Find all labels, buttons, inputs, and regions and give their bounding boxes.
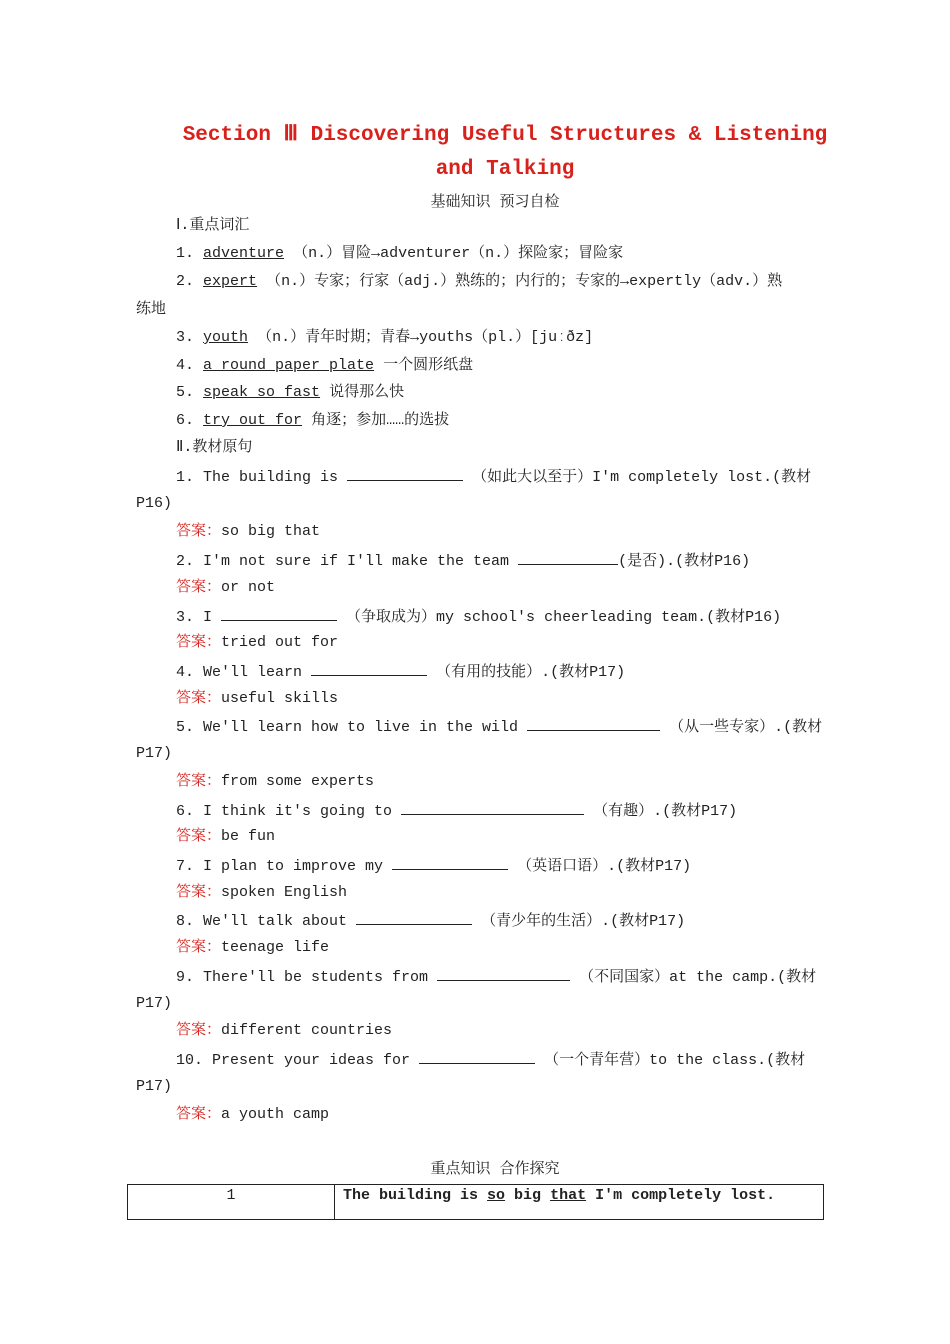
- answer-blank: [347, 466, 463, 481]
- sentence-item: 8. We'll talk about （青少年的生活）.(教材P17): [176, 910, 685, 932]
- answer-line: 答案：useful skills: [176, 690, 339, 707]
- vocab-item: 4. a round paper plate 一个圆形纸盘: [176, 357, 474, 374]
- subtitle-basic-knowledge: 基础知识 预习自检: [430, 194, 560, 211]
- sentence-item: 2. I'm not sure if I'll make the team (是否).(教材P16): [176, 550, 750, 572]
- sentence-wrap: P16): [136, 495, 173, 512]
- subtitle-key-knowledge: 重点知识 合作探究: [430, 1161, 560, 1178]
- table-cell-sentence: The building is so big that I'm completely lost.: [335, 1185, 824, 1220]
- answer-blank: [518, 550, 618, 565]
- answer-blank: [419, 1049, 535, 1064]
- vocab-item: 6. try out for 角逐；参加……的选拔: [176, 412, 450, 429]
- answer-line: 答案：different countries: [176, 1022, 393, 1039]
- sentence-item: 3. I （争取成为）my school's cheerleading team.(教材P16): [176, 606, 781, 628]
- answer-line: 答案：a youth camp: [176, 1106, 330, 1123]
- answer-line: 答案：or not: [176, 579, 276, 596]
- sentence-item: 9. There'll be students from （不同国家）at the camp.(教材: [176, 966, 816, 988]
- sentence-wrap: P17): [136, 995, 173, 1012]
- sentence-item: 5. We'll learn how to live in the wild （从一些专家）.(教材: [176, 716, 822, 738]
- vocab-item-wrap: 练地: [136, 301, 167, 318]
- answer-line: 答案：tried out for: [176, 634, 339, 651]
- sentence-wrap: P17): [136, 1078, 173, 1095]
- answer-blank: [221, 606, 337, 621]
- sentence-item: 6. I think it's going to （有趣）.(教材P17): [176, 800, 737, 822]
- vocab-item: 3. youth （n.）青年时期；青春→youths（pl.）[juːðz]: [176, 329, 594, 346]
- answer-blank: [437, 966, 570, 981]
- sentence-item: 7. I plan to improve my （英语口语）.(教材P17): [176, 855, 691, 877]
- table-row: [128, 1185, 824, 1220]
- part1-heading: Ⅰ.重点词汇: [176, 217, 250, 234]
- table-cell-number: 1: [128, 1185, 335, 1220]
- sentence-wrap: P17): [136, 745, 173, 762]
- sentence-item: 1. The building is （如此大以至于）I'm completely lost.(教材: [176, 466, 811, 488]
- answer-blank: [392, 855, 508, 870]
- answer-line: 答案：be fun: [176, 828, 276, 845]
- answer-line: 答案：from some experts: [176, 773, 375, 790]
- vocab-item: 1. adventure （n.）冒险→adventurer（n.）探险家；冒险家: [176, 245, 624, 262]
- answer-line: 答案：so big that: [176, 523, 321, 540]
- section-title-line2: and Talking: [435, 158, 575, 181]
- part2-heading: Ⅱ.教材原句: [176, 439, 253, 456]
- answer-line: 答案：teenage life: [176, 939, 330, 956]
- section-title-line1: Section Ⅲ Discovering Useful Structures & Listening: [182, 124, 828, 147]
- sentence-item: 4. We'll learn （有用的技能）.(教材P17): [176, 661, 625, 683]
- answer-blank: [356, 910, 472, 925]
- answer-blank: [311, 661, 427, 676]
- sentence-item: 10. Present your ideas for （一个青年营）to the class.(教材: [176, 1049, 805, 1071]
- answer-blank: [527, 716, 660, 731]
- key-points-table: [127, 1184, 824, 1220]
- vocab-item: 5. speak so fast 说得那么快: [176, 384, 405, 401]
- answer-blank: [401, 800, 584, 815]
- vocab-item: 2. expert （n.）专家；行家（adj.）熟练的；内行的；专家的→expertly（adv.）熟: [176, 273, 783, 290]
- answer-line: 答案：spoken English: [176, 884, 348, 901]
